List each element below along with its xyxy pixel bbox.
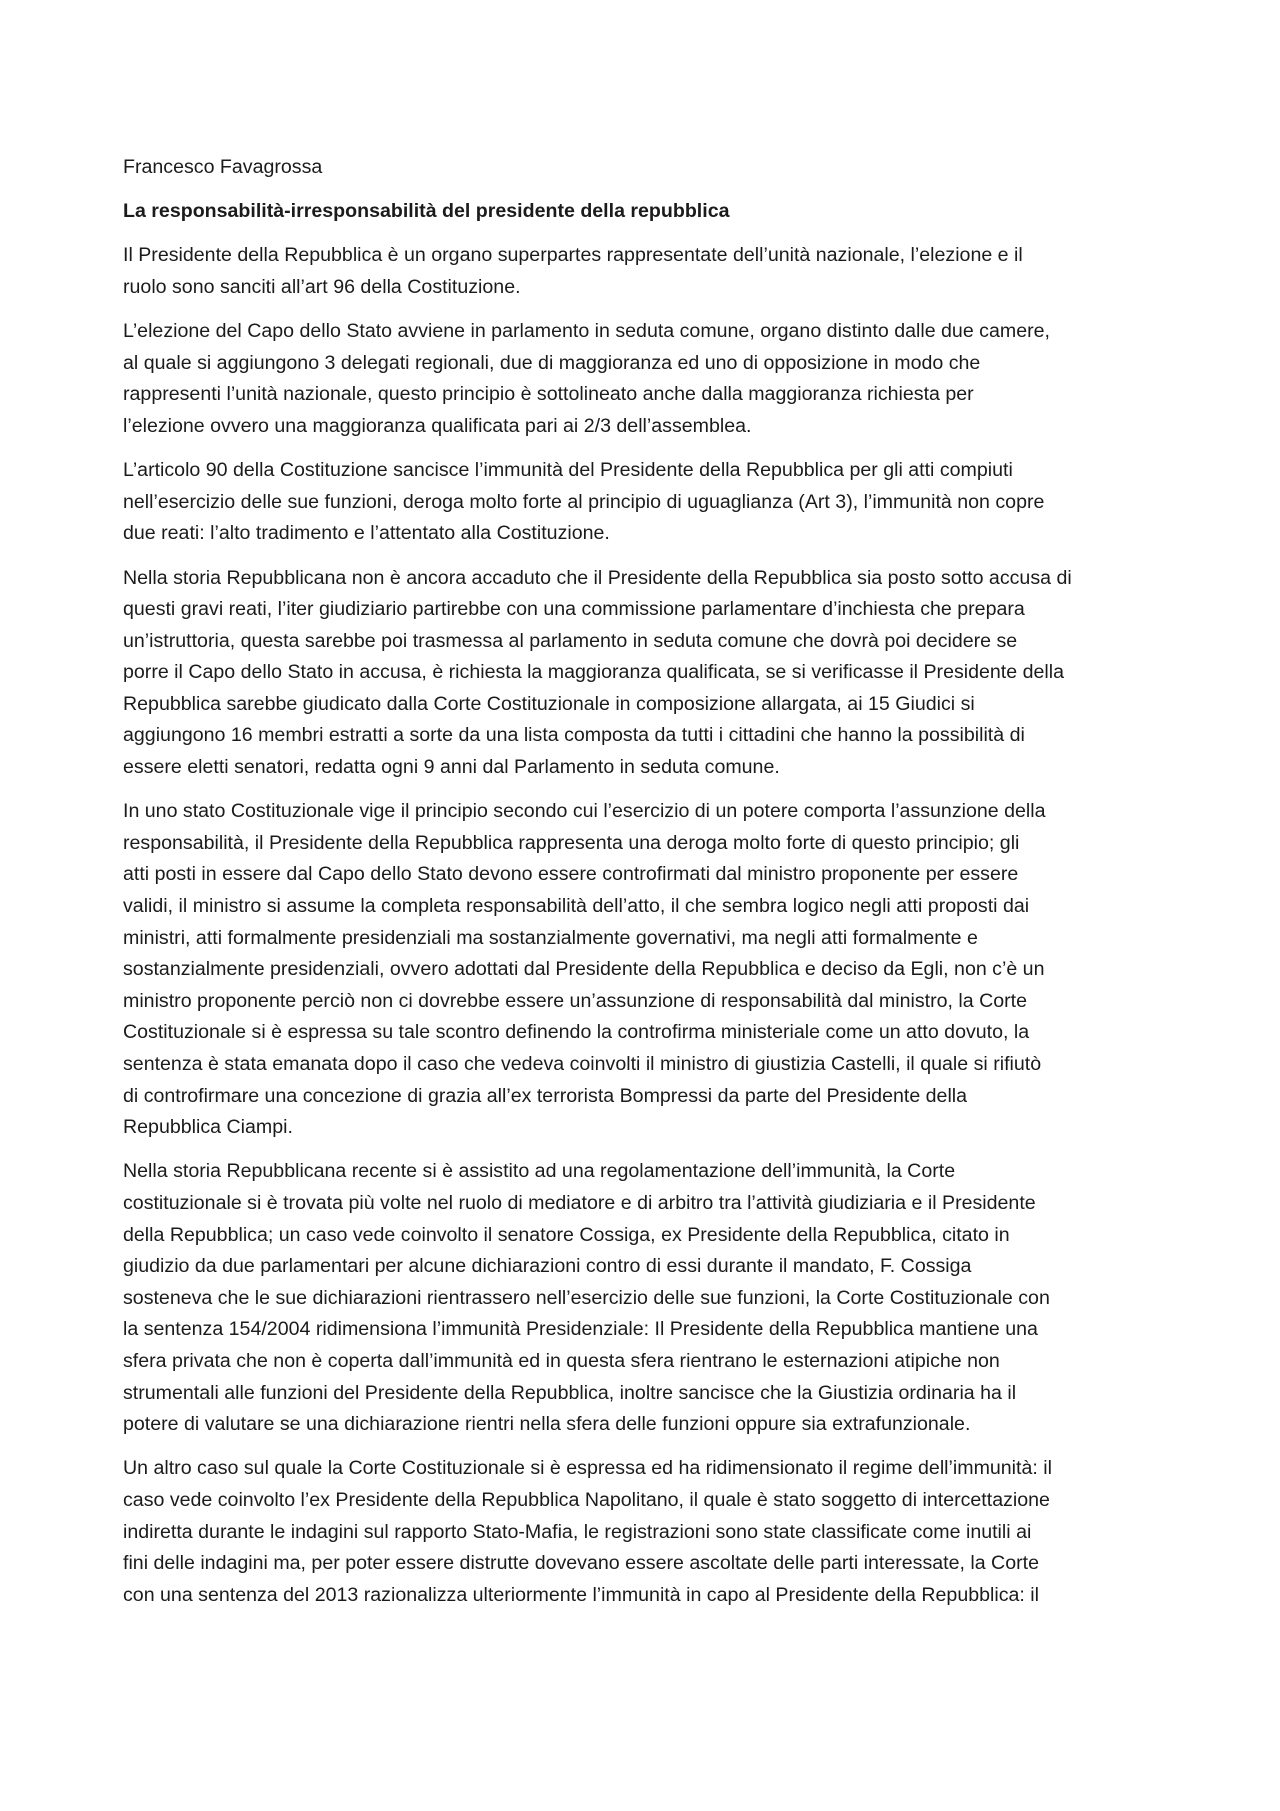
paragraph-line: la sentenza 154/2004 ridimensiona l’immunità Presidenziale: Il Presidente della Repubblica mantiene una (123, 1318, 1038, 1341)
paragraph-line: responsabilità, il Presidente della Repubblica rappresenta una deroga molto forte di questo principio; gli (123, 831, 1020, 854)
paragraph-line: fini delle indagini ma, per poter essere distrutte dovevano essere ascoltate delle parti interessate, la Corte (123, 1552, 1039, 1575)
paragraph-line: Repubblica Ciampi. (123, 1116, 293, 1139)
paragraph-line: Nella storia Repubblicana recente si è assistito ad una regolamentazione dell’immunità, la Corte (123, 1160, 956, 1183)
paragraph-line: con una sentenza del 2013 razionalizza ulteriormente l’immunità in capo al Presidente della Repubblica: il (123, 1583, 1039, 1606)
paragraph-line: Repubblica sarebbe giudicato dalla Corte Costituzionale in composizione allargata, ai 15 Giudici si (123, 692, 975, 715)
paragraph (123, 240, 1168, 303)
paragraph-line: aggiungono 16 membri estratti a sorte da una lista composta da tutti i cittadini che hanno la possibilità di (123, 724, 1025, 747)
paragraph (123, 1453, 1168, 1611)
paragraph-line: L’articolo 90 della Costituzione sancisce l’immunità del Presidente della Repubblica per gli atti compiuti (123, 459, 1013, 482)
paragraph-line: ruolo sono sanciti all’art 96 della Costituzione. (123, 275, 521, 298)
document-body (123, 240, 1168, 1611)
paragraph (123, 455, 1168, 550)
author-name: Francesco Favagrossa (123, 156, 323, 178)
paragraph-line: caso vede coinvolto l’ex Presidente della Repubblica Napolitano, il quale è stato soggetto di intercettazione (123, 1488, 1050, 1511)
paragraph-line: un’istruttoria, questa sarebbe poi trasmessa al parlamento in seduta comune che dovrà poi decidere se (123, 629, 1018, 652)
paragraph (123, 1156, 1168, 1440)
paragraph-line: rappresenti l’unità nazionale, questo principio è sottolineato anche dalla maggioranza richiesta per (123, 383, 974, 406)
paragraph-line: validi, il ministro si assume la completa responsabilità dell’atto, il che sembra logico negli atti proposti dai (123, 895, 1030, 918)
paragraph-line: sosteneva che le sue dichiarazioni rientrassero nell’esercizio delle sue funzioni, la Corte Costituzionale con (123, 1286, 1050, 1309)
paragraph (123, 796, 1168, 1144)
paragraph-line: sfera privata che non è coperta dall’immunità ed in questa sfera rientrano le esternazioni atipiche non (123, 1349, 1000, 1372)
paragraph-line: nell’esercizio delle sue funzioni, deroga molto forte al principio di uguaglianza (Art 3), l’immunità non copre (123, 490, 1045, 513)
paragraph-line: porre il Capo dello Stato in accusa, è richiesta la maggioranza qualificata, se si verificasse il Presidente della (123, 661, 1064, 684)
paragraph (123, 316, 1168, 442)
paragraph-line: atti posti in essere dal Capo dello Stato devono essere controfirmati dal ministro proponente per essere (123, 863, 1019, 886)
paragraph-line: ministri, atti formalmente presidenziali ma sostanzialmente governativi, ma negli atti formalmente e (123, 926, 978, 949)
paragraph-line: indiretta durante le indagini sul rapporto Stato-Mafia, le registrazioni sono state classificate come inutili ai (123, 1520, 1032, 1543)
paragraph-line: l’elezione ovvero una maggioranza qualificata pari ai 2/3 dell’assemblea. (123, 414, 752, 437)
paragraph-line: sentenza è stata emanata dopo il caso che vedeva coinvolti il ministro di giustizia Castelli, il quale si rifiutò (123, 1053, 1042, 1075)
paragraph-line: L’elezione del Capo dello Stato avviene in parlamento in seduta comune, organo distinto dalle due camere, (123, 320, 1050, 343)
paragraph-line: potere di valutare se una dichiarazione rientri nella sfera delle funzioni oppure sia extrafunzionale. (123, 1413, 971, 1436)
document-title: La responsabilità-irresponsabilità del presidente della repubblica (123, 200, 730, 223)
paragraph-line: di controfirmare una concezione di grazia all’ex terrorista Bompressi da parte del Presidente della (123, 1084, 968, 1107)
paragraph-line: strumentali alle funzioni del Presidente della Repubblica, inoltre sancisce che la Giustizia ordinaria ha il (123, 1381, 1017, 1404)
paragraph-line: ministro proponente perciò non ci dovrebbe essere un’assunzione di responsabilità dal ministro, la Corte (123, 989, 1027, 1012)
paragraph-line: giudizio da due parlamentari per alcune dichiarazioni contro di essi durante il mandato, F. Cossiga (123, 1255, 972, 1278)
paragraph-line: due reati: l’alto tradimento e l’attentato alla Costituzione. (123, 522, 610, 545)
paragraph-line: questi gravi reati, l’iter giudiziario partirebbe con una commissione parlamentare d’inchiesta che prepara (123, 598, 1025, 621)
document-page (123, 152, 1168, 1624)
paragraph-line: della Repubblica; un caso vede coinvolto il senatore Cossiga, ex Presidente della Repubblica, citato in (123, 1223, 1010, 1246)
paragraph-line: Un altro caso sul quale la Corte Costituzionale si è espressa ed ha ridimensionato il regime dell’immunità: il (123, 1457, 1052, 1480)
paragraph-line: costituzionale si è trovata più volte nel ruolo di mediatore e di arbitro tra l’attività giudiziaria e il Presidente (123, 1191, 1036, 1214)
paragraph (123, 563, 1168, 784)
paragraph-line: Nella storia Repubblicana non è ancora accaduto che il Presidente della Repubblica sia posto sotto accusa di (123, 566, 1072, 589)
paragraph-line: Costituzionale si è espressa su tale scontro definendo la controfirma ministeriale come un atto dovuto, la (123, 1021, 1030, 1044)
paragraph-line: Il Presidente della Repubblica è un organo superpartes rappresentate dell’unità nazionale, l’elezione e il (123, 244, 1023, 267)
paragraph-line: sostanzialmente presidenziali, ovvero adottati dal Presidente della Repubblica e deciso da Egli, non c’è un (123, 958, 1045, 981)
paragraph-line: essere eletti senatori, redatta ogni 9 anni dal Parlamento in seduta comune. (123, 756, 780, 779)
paragraph-line: al quale si aggiungono 3 delegati regionali, due di maggioranza ed uno di opposizione in modo che (123, 351, 981, 374)
paragraph-line: In uno stato Costituzionale vige il principio secondo cui l’esercizio di un potere comporta l’assunzione della (123, 800, 1046, 823)
